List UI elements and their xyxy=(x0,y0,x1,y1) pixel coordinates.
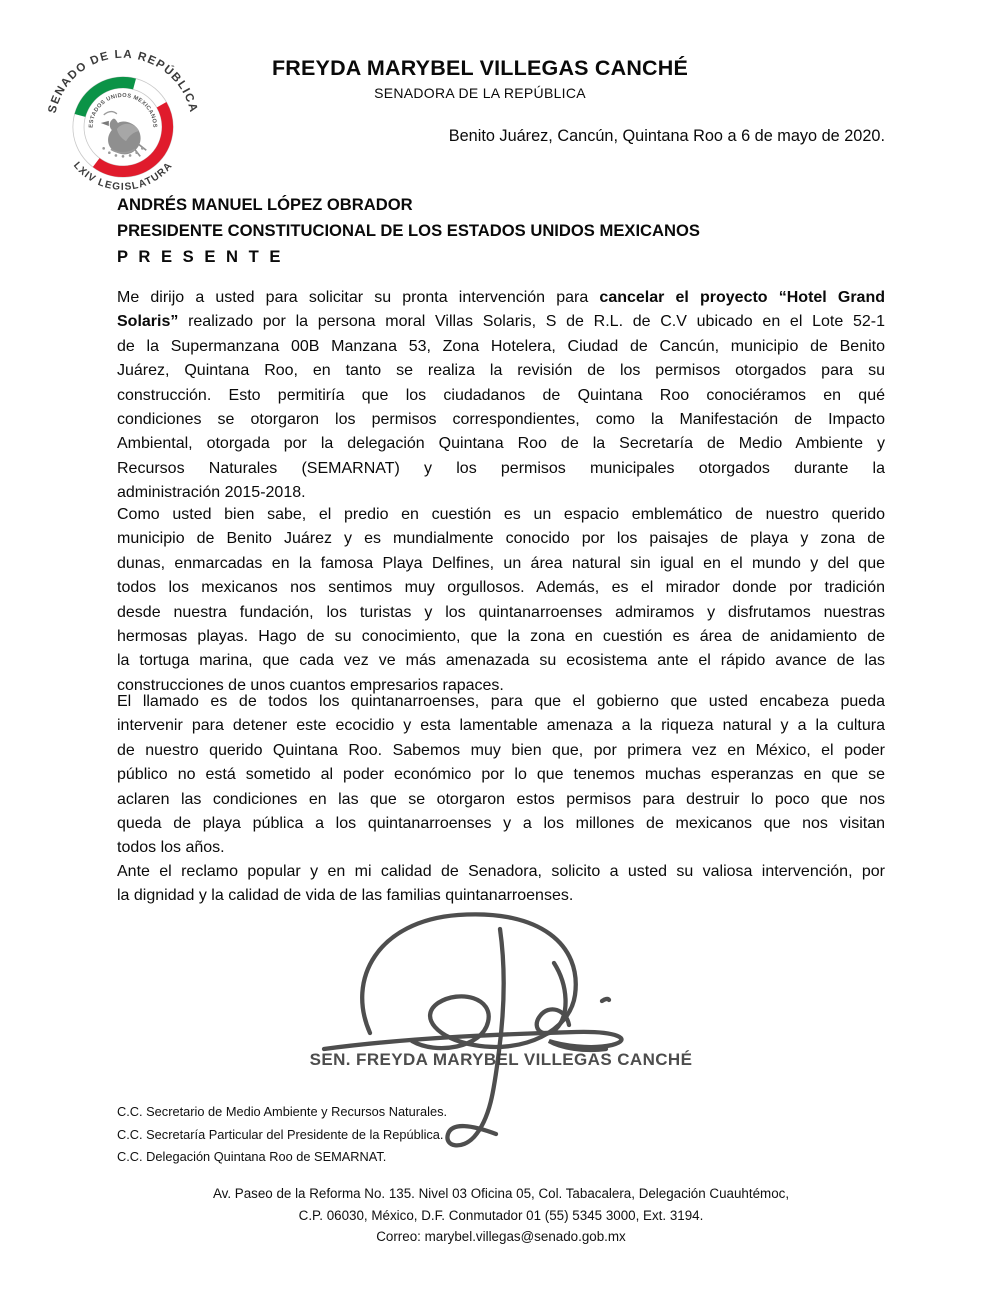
sender-role-subtitle: SENADORA DE LA REPÚBLICA xyxy=(374,85,586,101)
body-line: dunas, enmarcadas en la famosa Playa Delfines, un área natural sin igual en el mundo y del que xyxy=(117,554,885,572)
dateline: Benito Juárez, Cancún, Quintana Roo a 6 de mayo de 2020. xyxy=(448,127,885,145)
body-line: la dignidad y la calidad de vida de las familias quintanarroenses. xyxy=(117,887,574,905)
body-line: todos los mexicanos nos sentimos muy orgullosos. Además, es el mirador donde por tradición xyxy=(117,579,885,597)
paragraph xyxy=(117,286,885,506)
addressee-line: PRESIDENTE CONSTITUCIONAL DE LOS ESTADOS UNIDOS MEXICANOS xyxy=(117,221,700,240)
footer-line: C.P. 06030, México, D.F. Conmutador 01 (55) 5345 3000, Ext. 3194. xyxy=(298,1207,704,1223)
body-line: Como usted bien sabe, el predio en cuestión es un espacio emblemático de nuestro querido xyxy=(117,506,885,523)
addressee-block xyxy=(117,192,885,270)
body-line: la tortuga marina, que cada vez ve más amenazada su ecosistema ante el rápido avance de las xyxy=(117,652,885,670)
seal-bottom-text: LXIV LEGISLATURA xyxy=(70,160,176,193)
cc-line: C.C. Delegación Quintana Roo de SEMARNAT. xyxy=(117,1149,387,1165)
body-line: El llamado es de todos los quintanarroenses, para que el gobierno que usted encabeza pueda xyxy=(117,693,885,710)
body-line: construcción. Esto permitiría que los ciudadanos de Quintana Roo conociéramos en qué xyxy=(117,386,885,404)
body-line: Ante el reclamo popular y en mi calidad de Senadora, solicito a usted su valiosa intervención, por xyxy=(117,863,885,880)
body-line: Me dirijo a usted para solicitar su pronta intervención para cancelar el proyecto “Hotel Grand xyxy=(117,289,885,306)
body-line: público no está sometido al poder económico por lo que tenemos muchas esperanzas en que se xyxy=(117,766,885,784)
body-line: todos los años. xyxy=(117,839,225,857)
cc-block xyxy=(117,1101,447,1169)
body-line: Ambiental, otorgada por la delegación Quintana Roo de la Secretaría de Medio Ambiente y xyxy=(117,435,885,453)
cc-line: C.C. Secretario de Medio Ambiente y Recursos Naturales. xyxy=(117,1104,448,1119)
body-line: Solaris” realizado por la persona moral Villas Solaris, S de R.L. de C.V ubicado en el Lote 52-1 xyxy=(117,313,885,331)
footer-line: Correo: marybel.villegas@senado.gob.mx xyxy=(376,1229,626,1245)
cc-line: C.C. Secretaría Particular del Presidente de la República. xyxy=(117,1126,444,1142)
addressee-line: ANDRÉS MANUEL LÓPEZ OBRADOR xyxy=(117,195,413,214)
body-line: desde nuestra fundación, los turistas y los quintanarroenses admiramos y disfrutamos nuestras xyxy=(117,603,885,621)
body-line: de la Supermanzana 00B Manzana 53, Zona Hotelera, Ciudad de Cancún, municipio de Benito xyxy=(117,337,885,355)
body-line: hermosas playas. Hago de su conocimiento, que la zona en cuestión es área de anidamiento de xyxy=(117,627,885,645)
seal-top-text: SENADO DE LA REPÚBLICA xyxy=(45,47,201,115)
body-line: construcciones de unos cuantos empresarios rapaces. xyxy=(117,676,504,694)
body-line: de nuestro querido Quintana Roo. Sabemos muy bien que, por primera vez en México, el poder xyxy=(117,741,885,759)
body-line: intervenir para detener este ecocidio y esta lamentable amenaza a la riqueza natural y a la cultura xyxy=(117,717,885,735)
body-line: Recursos Naturales (SEMARNAT) y los permisos municipales otorgados durante la xyxy=(117,459,885,477)
footer-address xyxy=(117,1183,885,1248)
body-line: condiciones se otorgaron los permisos correspondientes, como la Manifestación de Impacto xyxy=(117,410,885,428)
signature-name: SEN. FREYDA MARYBEL VILLEGAS CANCHÉ xyxy=(309,1050,693,1069)
seal-inner-text: ESTADOS UNIDOS MEXICANOS xyxy=(88,92,158,129)
body-line: aclaren las condiciones en las que se otorgaron estos permisos para destruir lo poco que nos xyxy=(117,790,885,808)
paragraph xyxy=(117,690,885,861)
sender-name-title: FREYDA MARYBEL VILLEGAS CANCHÉ xyxy=(271,56,689,80)
paragraph xyxy=(117,503,885,698)
body-line: queda de playa pública a los quintanarroenses y a los millones de mexicanos que nos visitan xyxy=(117,814,885,832)
footer-line: Av. Paseo de la Reforma No. 135. Nivel 03 Oficina 05, Col. Tabacalera, Delegación Cuauhtémoc, xyxy=(212,1186,790,1201)
body-line: Juárez, Quintana Roo, en tanto se realiza la revisión de los permisos otorgados para su xyxy=(117,362,885,380)
body-line: municipio de Benito Juárez y es mundialmente conocido por los paisajes de playa y zona de xyxy=(117,530,885,548)
addressee-line: P R E S E N T E xyxy=(117,247,284,266)
body-line: administración 2015-2018. xyxy=(117,484,306,502)
